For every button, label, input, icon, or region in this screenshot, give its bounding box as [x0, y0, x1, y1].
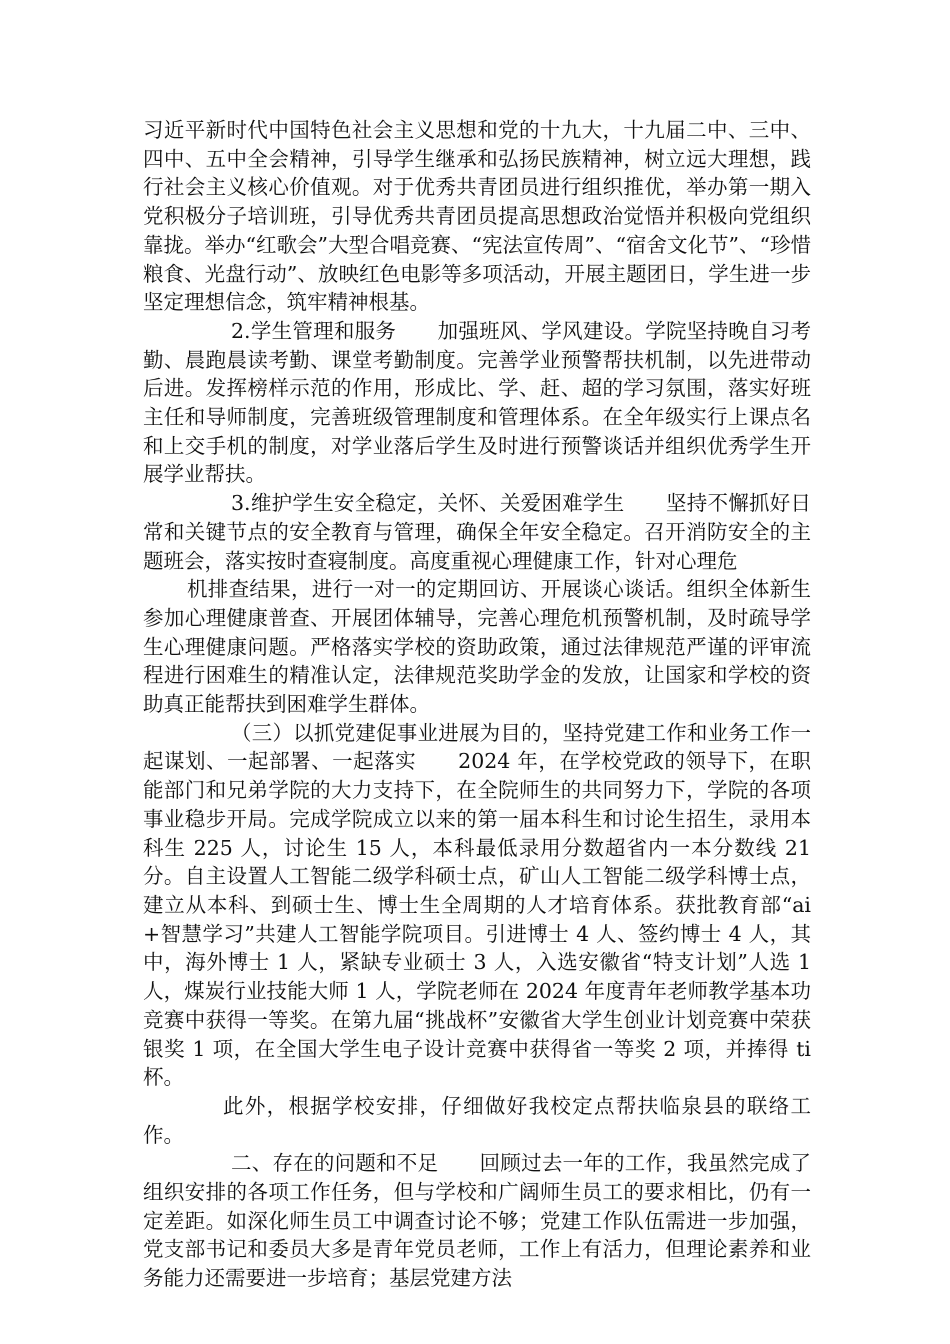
paragraph-problems-and-shortcomings: 二、存在的问题和不足 回顾过去一年的工作，我虽然完成了组织安排的各项工作任务，但与学校和广阔师生员工的要求相比，仍有一定差距。如深化师生员工中调查讨论不够；党建工作队伍需进一步加强，党支部书记和委员大多是青年党员老师，工作上有活力，但理论素养和业务能力还需要进一步培育；基层党建方法	[143, 1151, 811, 1291]
paragraph-party-building-achievements: （三）以抓党建促事业进展为目的，坚持党建工作和业务工作一起谋划、一起部署、一起落实 2024 年，在学校党政的领导下，在职能部门和兄弟学院的大力支持下，在全院师生的共同努力下，学院的各项事业稳步开局。完成学院成立以来的第一届本科生和讨论生招生，录用本科生 225 人，讨论生 15 人，本科最低录用分数超省内一本分数线 21 分。自主设置人工智能二级学科硕士点，矿山人工智能二级学科博士点，建立从本科、到硕士生、博士生全周期的人才培育体系。获批教育部“ai+智慧学习”共建人工智能学院项目。引进博士 4 人、签约博士 4 人，其中，海外博士 1 人，紧缺专业硕士 3 人，入选安徽省“特支计划”人选 1 人，煤炭行业技能大师 1 人，学院老师在 2024 年度青年老师教学基本功竞赛中获得一等奖。在第九届“挑战杯”安徽省大学生创业计划竞赛中荣获银奖 1 项，在全国大学生电子设计竞赛中获得省一等奖 2 项，并捧得 ti 杯。	[143, 720, 811, 1090]
paragraph-student-safety: 3.维护学生安全稳定，关怀、关爱困难学生 坚持不懈抓好日常和关键节点的安全教育与管理，确保全年安全稳定。召开消防安全的主题班会，落实按时查寝制度。高度重视心理健康工作，针对心理危	[143, 491, 811, 573]
paragraph-ideological-education: 习近平新时代中国特色社会主义思想和党的十九大，十九届二中、三中、四中、五中全会精神，引导学生继承和弘扬民族精神，树立远大理想，践行社会主义核心价值观。对于优秀共青团员进行组织推优，举办第一期入党积极分子培训班，引导优秀共青团员提高思想政治觉悟并积极向党组织靠拢。举办“红歌会”大型合唱竞赛、“宪法宣传周”、“宿舍文化节”、“珍惜粮食、光盘行动”、放映红色电影等多项活动，开展主题团日，学生进一步坚定理想信念，筑牢精神根基。	[143, 118, 811, 315]
paragraph-student-management: 2.学生管理和服务 加强班风、学风建设。学院坚持晚自习考勤、晨跑晨读考勤、课堂考勤制度。完善学业预警帮扶机制，以先进带动后进。发挥榜样示范的作用，形成比、学、赶、超的学习氛围，落实好班主任和导师制度，完善班级管理制度和管理体系。在全年级实行上课点名和上交手机的制度，对学业落后学生及时进行预警谈话并组织优秀学生开展学业帮扶。	[143, 318, 811, 487]
paragraph-poverty-alleviation: 此外，根据学校安排，仔细做好我校定点帮扶临泉县的联络工作。	[143, 1093, 811, 1147]
paragraph-psychological-support: 机排查结果，进行一对一的定期回访、开展谈心谈话。组织全体新生参加心理健康普查、开展团体辅导，完善心理危机预警机制，及时疏导学生心理健康问题。严格落实学校的资助政策，通过法律规范严谨的评审流程进行困难生的精准认定，法律规范奖助学金的发放，让国家和学校的资助真正能帮扶到困难学生群体。	[143, 577, 811, 717]
document-body	[143, 116, 811, 1293]
